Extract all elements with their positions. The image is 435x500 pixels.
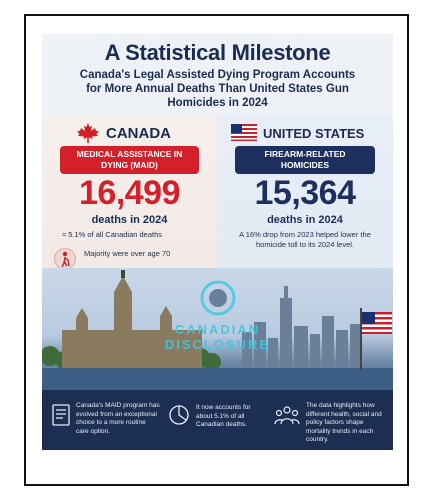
footer-item-factors (274, 400, 390, 443)
canada-deaths-label: deaths in 2024 (91, 214, 168, 226)
canada-country-name: CANADA (106, 125, 171, 142)
usa-drop-note: A 16% drop from 2023 helped lower the homicide toll to its 2024 level. (239, 230, 371, 249)
canada-header (42, 122, 217, 144)
infographic-poster (42, 34, 393, 450)
footer-item-maid-evolution (50, 400, 160, 440)
people-group-icon (274, 404, 300, 426)
skyline-illustration (42, 268, 393, 390)
pie-chart-icon (168, 404, 190, 426)
maple-leaf-icon (76, 122, 100, 144)
canada-death-count: 16,499 (79, 174, 180, 212)
usa-death-count: 15,364 (254, 174, 356, 212)
usa-deaths-label: deaths in 2024 (267, 214, 343, 226)
canada-fact-text: Majority were over age 70 (84, 249, 171, 258)
document-icon (52, 404, 70, 426)
footer-bar (42, 390, 393, 450)
firearm-ribbon: FIREARM-RELATED HOMICIDES (235, 146, 375, 174)
us-flag-icon (231, 124, 257, 141)
canada-share-note: ≈ 5.1% of all Canadian deaths (62, 230, 163, 239)
footer-text: It now accounts for about 5.1% of all Canadian deaths. (196, 404, 251, 428)
watermark-text-line-1: CANADIAN (174, 322, 261, 337)
usa-country-name: UNITED STATES (263, 126, 365, 141)
usa-header (217, 122, 393, 144)
footer-text: The data highlights how different health, social and policy factors shape mortality trends in each country. (306, 402, 382, 443)
footer-text: Canada's MAID program has evolved from an exceptional choice to a more routine care option. (76, 402, 160, 435)
poster-subtitle: Canada's Legal Assisted Dying Program Accounts for More Annual Deaths Than United States Gun Homicides in 2024 (79, 69, 356, 109)
watermark-text-line-2: DISCLOSURE (164, 337, 271, 352)
poster-title: A Statistical Milestone (104, 40, 331, 65)
elderly-person-icon (54, 248, 76, 270)
maid-ribbon: MEDICAL ASSISTANCE IN DYING (MAID) (60, 146, 199, 174)
footer-item-share (166, 400, 266, 440)
